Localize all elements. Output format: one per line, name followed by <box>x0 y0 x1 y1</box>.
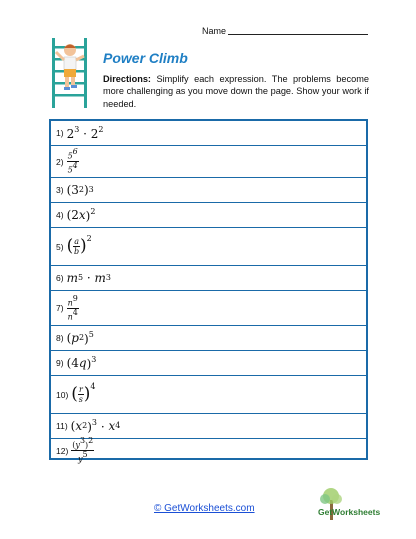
problem-row <box>51 266 366 291</box>
problem-row <box>51 203 366 228</box>
problem-row <box>51 351 366 376</box>
problem-row <box>51 436 366 464</box>
problem-number: 4) <box>56 210 64 220</box>
problem-number: 5) <box>56 241 64 252</box>
problem-row <box>51 414 366 439</box>
getworksheets-logo-text: GetWorksheets <box>318 507 381 517</box>
problem-expression: $2^3 \cdot 2^2$ <box>66 124 104 141</box>
problem-expression: ( x $^2$ )$^3$ · x $^4$ <box>70 417 121 434</box>
tree-logo-icon <box>312 486 372 526</box>
worksheet-title: Power Climb <box>103 50 188 66</box>
problem-number: 9) <box>56 358 64 368</box>
problem-number: 2) <box>56 156 64 167</box>
problem-number: 10) <box>56 389 69 400</box>
problem-row <box>51 326 366 351</box>
problem-expression: ( $\frac{r}{s}$ ) $^4$ <box>71 382 96 404</box>
problem-expression: $\frac{5^6}{5^4}$ <box>67 147 78 175</box>
problem-row <box>51 291 366 326</box>
problem-number: 12) <box>56 445 69 456</box>
problem-number: 8) <box>56 333 64 343</box>
problem-expression: $\frac{(y^3)^2}{y^5}$ <box>72 436 94 464</box>
problem-row <box>51 178 366 203</box>
directions-text: Simplify each expression. The problems become more challenging as you move down the page. Show your work if needed. <box>103 74 369 109</box>
problems-box <box>49 119 368 464</box>
problem-expression: (2 x )$^2$ <box>66 206 96 223</box>
climbing-kid-illustration <box>48 38 94 108</box>
problem-number: 3) <box>56 185 64 195</box>
directions <box>103 73 369 110</box>
problem-expression: $\frac{n^9}{n^4}$ <box>67 293 78 322</box>
problem-number: 6) <box>56 273 64 283</box>
directions-label: Directions: <box>103 74 151 84</box>
problem-row <box>51 146 366 178</box>
problem-row <box>51 376 366 414</box>
problem-number: 7) <box>56 303 64 313</box>
name-label: Name <box>202 26 227 36</box>
problem-row <box>51 121 366 146</box>
problem-expression: ( p $^2$ )$^5$ <box>66 329 94 346</box>
problem-number: 1) <box>56 128 64 138</box>
problem-expression: (3 $^2$ ) $^3$ <box>66 183 94 197</box>
getworksheets-link[interactable]: © GetWorksheets.com <box>154 503 255 514</box>
problem-expression: ( $\frac{a}{b}$ ) $^2$ <box>66 234 92 256</box>
problem-expression: m $^5$ · m $^3$ <box>66 271 111 285</box>
problem-number: 11) <box>56 421 68 431</box>
problem-row <box>51 228 366 266</box>
problem-expression: (4 q )$^3$ <box>66 354 97 371</box>
name-line <box>228 34 368 35</box>
